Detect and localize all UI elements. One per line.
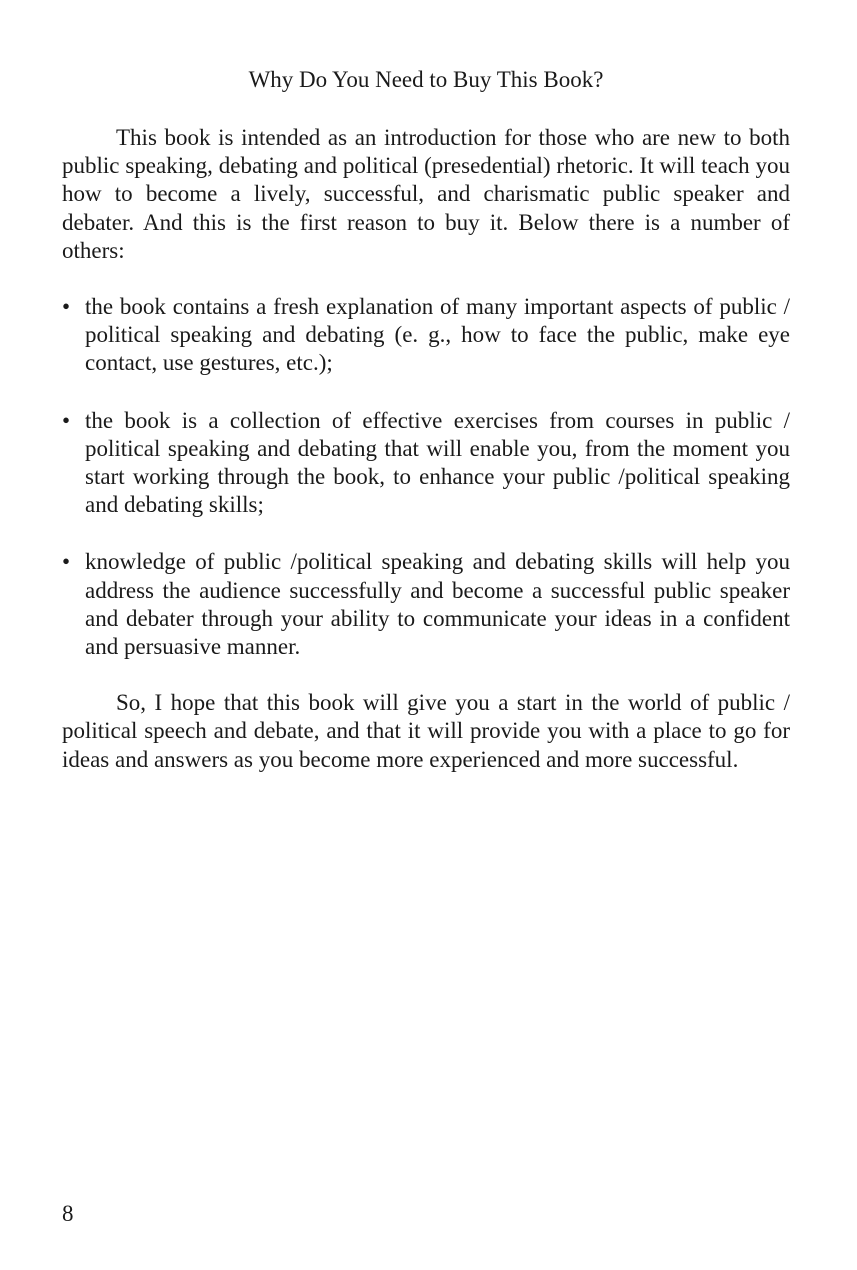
list-item-text: the book contains a fresh explanation of many important aspects of public / political speaking and debating (e. g., how to face the public, make eye contact, use gestures, etc.); [85,294,790,376]
bullet-icon: • [62,407,71,433]
list-item [62,407,790,520]
list-item-text: the book is a collection of effective exercises from courses in public / political speaking and debating that will enable you, from the moment you start working through the book, to enhance your public /political speaking and debating skills; [85,407,790,518]
list-item [62,548,790,661]
bullet-list [62,293,790,661]
page-number: 8 [62,1201,74,1226]
intro-paragraph: This book is intended as an introduction for those who are new to both public speaking, debating and political (presedential) rhetoric. It will teach you how to become a lively, successful, and charismatic public speaker and debater. And this is the first reason to buy it. Below there is a number of others: [62,125,790,263]
page-title: Why Do You Need to Buy This Book? [248,67,604,92]
list-item-text: knowledge of public /political speaking and debating skills will help you address the audience successfully and become a successful public speaker and debater through your ability to communicate your ideas in a confident and persuasive manner. [85,549,790,660]
page-body [62,66,790,774]
bullet-icon: • [62,549,71,575]
closing-paragraph: So, I hope that this book will give you a start in the world of public / political speech and debate, and that it will provide you with a place to go for ideas and answers as you become more experienced and more successful. [62,690,790,772]
bullet-icon: • [62,294,71,320]
list-item [62,293,790,378]
